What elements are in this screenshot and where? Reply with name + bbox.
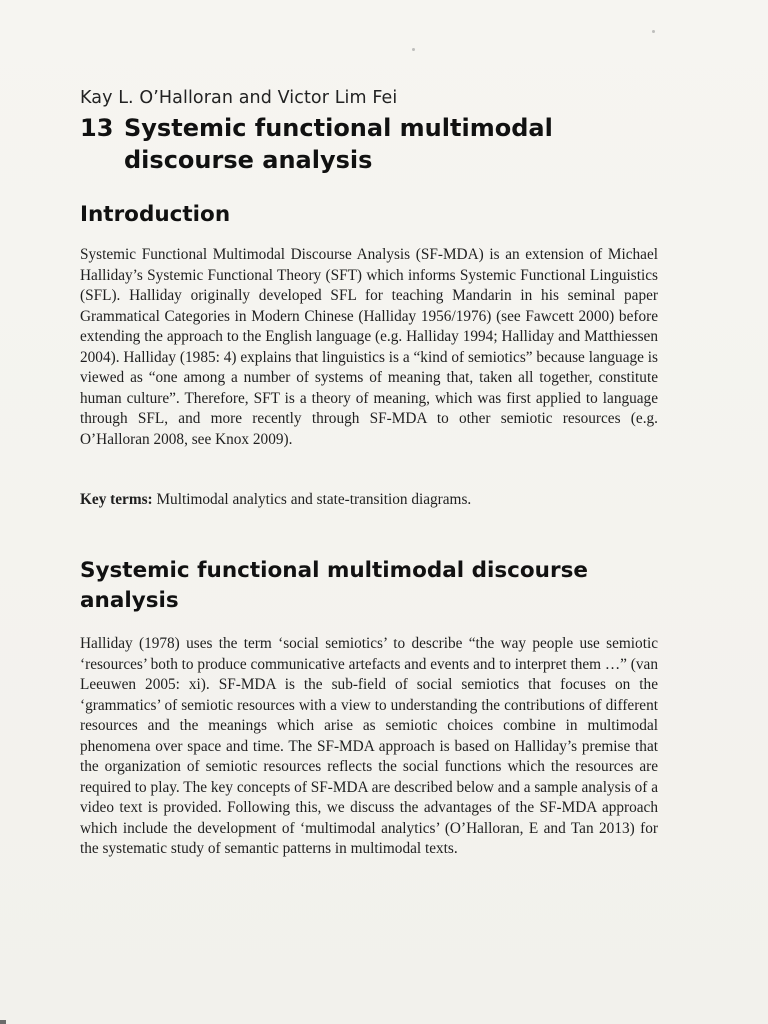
chapter-title-text: Systemic functional multimodal discourse analysis [124, 114, 553, 174]
section-heading-sfmda: Systemic functional multimodal discourse analysis [80, 558, 588, 613]
sfmda-paragraph: Halliday (1978) uses the term ‘social semiotics’ to describe “the way people use semiotic ‘resources’ both to produce communicative artefacts and events and to interpret them …” (van Leeuwen 2005: xi). SF-MDA is the sub-field of social semiotics that focuses on the ‘grammatics’ of semiotic resources with a view to understanding the contributions of different resources and the meanings which arise as semiotic choices combine in multimodal phenomena over space and time. The SF-MDA approach is based on Halliday’s premise that the organization of semiotic resources reflects the social functions which the resources are required to play. The key concepts of SF-MDA are described below and a sample analysis of a video text is provided. Following this, we discuss the advantages of the SF-MDA approach which include the development of ‘multimodal analytics’ (O’Halloran, E and Tan 2013) for the systematic study of semantic patterns in multimodal texts. [80, 635, 658, 857]
key-terms-label: Key terms: [80, 491, 153, 508]
key-terms [80, 490, 658, 511]
scan-speck [652, 30, 655, 33]
section-heading-introduction: Introduction [80, 202, 231, 227]
chapter-authors: Kay L. O’Halloran and Victor Lim Fei [80, 88, 398, 108]
scan-speck [412, 48, 415, 51]
introduction-paragraph: Systemic Functional Multimodal Discourse Analysis (SF-MDA) is an extension of Michael Halliday’s Systemic Functional Theory (SFT) which informs Systemic Functional Linguistics (SFL). Halliday originally developed SFL for teaching Mandarin in his seminal paper Grammatical Categories in Modern Chinese (Halliday 1956/1976) (see Fawcett 2000) before extending the approach to the English language (e.g. Halliday 1994; Halliday and Matthiessen 2004). Halliday (1985: 4) explains that linguistics is a “kind of semiotics” because language is viewed as “one among a number of systems of meaning that, taken all together, constitute human culture”. Therefore, SFT is a theory of meaning, which was first applied to language through SFL, and more recently through SF-MDA to other semiotic resources (e.g. O’Halloran 2008, see Knox 2009). [80, 246, 658, 448]
chapter-number: 13 [80, 114, 114, 142]
key-terms-text: Multimodal analytics and state-transition diagrams. [152, 491, 472, 508]
scan-edge-mark [0, 1020, 6, 1024]
